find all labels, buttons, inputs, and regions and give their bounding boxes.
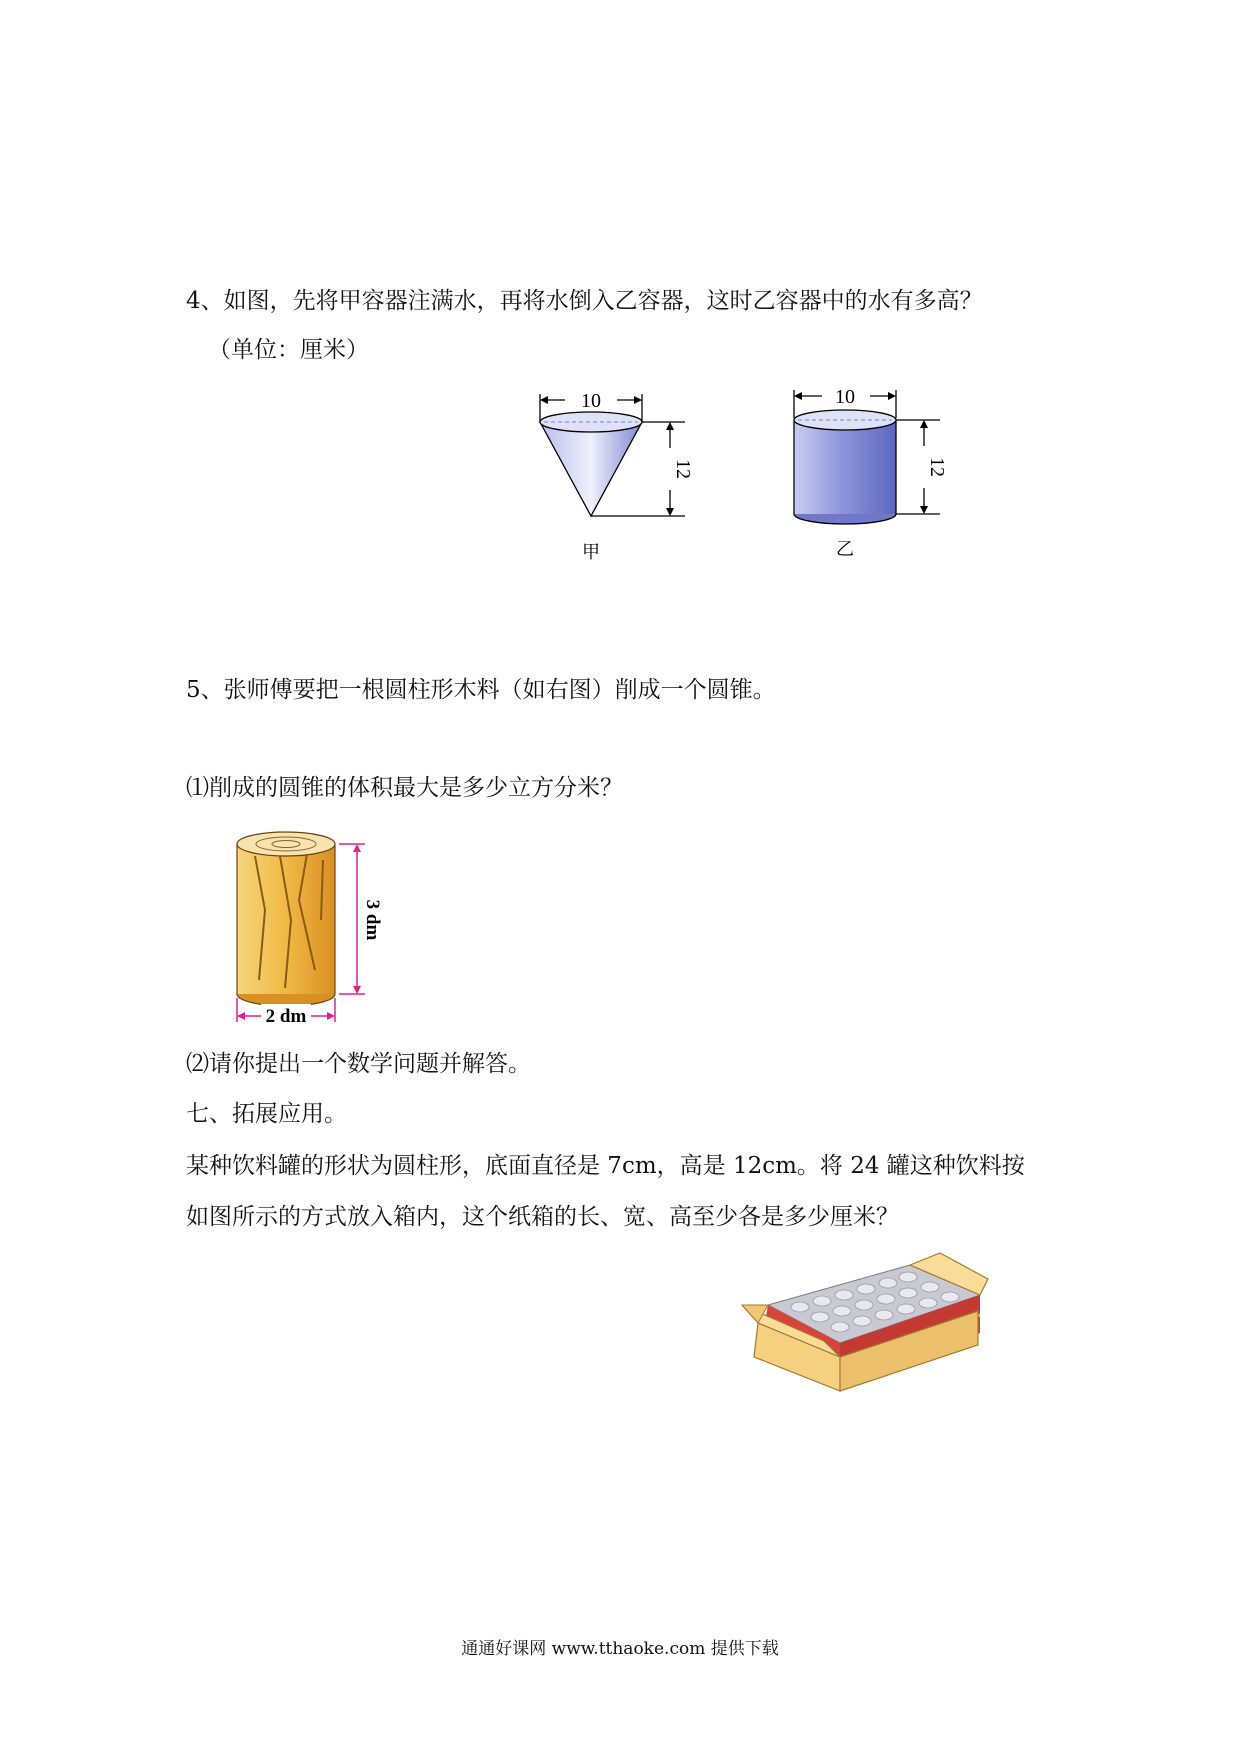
cylinder-width-label: 10: [835, 386, 855, 408]
cone-figure: [520, 380, 700, 570]
cone-width-label: 10: [581, 390, 601, 412]
footer-text: 通通好课网 www.tthaoke.com 提供下载: [461, 1639, 779, 1659]
q4-text-line1: 4、如图，先将甲容器注满水，再将水倒入乙容器，这时乙容器中的水有多高？: [186, 288, 983, 314]
q5-text-line1: 5、张师傅要把一根圆柱形木料（如右图）削成一个圆锥。: [186, 677, 776, 703]
drink-box-figure: [740, 1245, 990, 1395]
q4-text-line2: （单位：厘米）: [208, 337, 369, 363]
log-height-label: 3 dm: [362, 899, 383, 941]
cone-caption: 甲: [582, 542, 600, 563]
q5-sub2: ⑵请你提出一个数学问题并解答。: [186, 1051, 531, 1077]
section7-line1: 某种饮料罐的形状为圆柱形，底面直径是 7cm，高是 12cm。将 24 罐这种饮料按: [186, 1153, 1025, 1179]
section7-line2: 如图所示的方式放入箱内，这个纸箱的长、宽、高至少各是多少厘米？: [186, 1204, 899, 1230]
log-width-label: 2 dm: [265, 1006, 307, 1027]
cone-height-label: 12: [672, 459, 694, 479]
section7-title: 七、拓展应用。: [186, 1101, 347, 1127]
q5-sub1: ⑴削成的圆锥的体积最大是多少立方分米？: [186, 775, 623, 801]
cylinder-caption: 乙: [836, 539, 854, 560]
wood-log-figure: [225, 830, 390, 1030]
cylinder-height-label: 12: [926, 457, 948, 477]
cylinder-figure: [780, 378, 960, 570]
